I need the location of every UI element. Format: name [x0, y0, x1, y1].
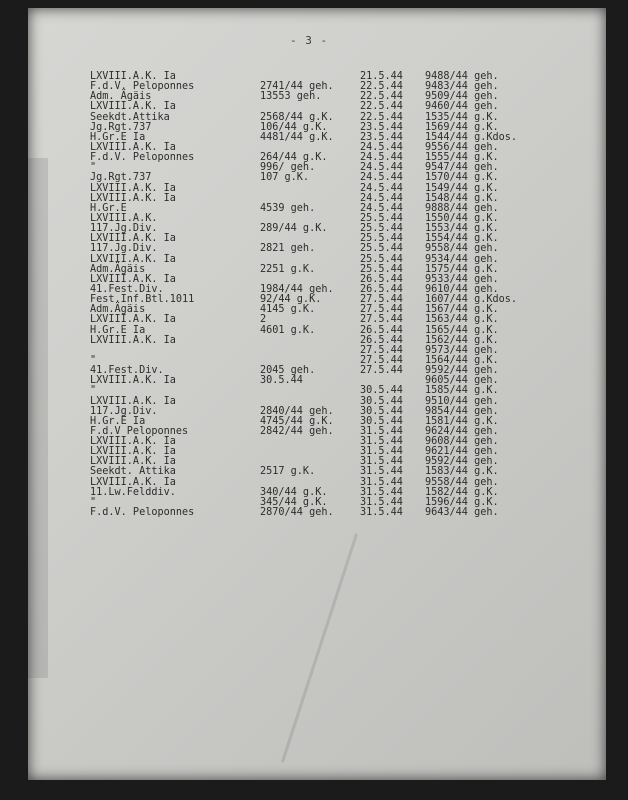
date-cell: 25.5.44 [360, 212, 403, 224]
register-number-cell: 1570/44 g.K. [425, 172, 499, 184]
register-number-cell: 1569/44 g.K. [425, 121, 499, 133]
paper-crease [281, 533, 358, 762]
unit-cell: Adm. Ägäis [90, 91, 152, 103]
register-number-cell: 1548/44 g.K. [425, 192, 499, 204]
register-number-cell: 9547/44 geh. [425, 162, 499, 174]
register-number-cell: 1585/44 g.K. [425, 385, 499, 397]
register-number-cell: 9610/44 geh. [425, 283, 499, 295]
reference-cell: 2517 g.K. [260, 466, 316, 478]
register-number-cell: 9854/44 geh. [425, 405, 499, 417]
unit-cell: Jg.Rgt.737 [90, 172, 152, 184]
table-row [90, 386, 570, 396]
unit-cell: F.d.V. Peloponnes [90, 81, 195, 93]
page-number: - 3 - [290, 34, 329, 47]
register-number-cell: 1575/44 g.K. [425, 263, 499, 275]
register-table [90, 72, 570, 518]
register-number-cell: 1582/44 g.K. [425, 486, 499, 498]
date-cell: 31.5.44 [360, 466, 403, 478]
date-cell: 26.5.44 [360, 283, 403, 295]
unit-cell: LXVIII.A.K. Ia [90, 182, 176, 194]
reference-cell: 4481/44 g.K. [260, 131, 334, 143]
register-number-cell: 9592/44 geh. [425, 456, 499, 468]
reference-cell: 13553 geh. [260, 91, 322, 103]
reference-cell: 2840/44 geh. [260, 405, 334, 417]
unit-cell: 41.Fest.Div. [90, 283, 164, 295]
date-cell: 27.5.44 [360, 294, 403, 306]
reference-cell: 996/ geh. [260, 162, 316, 174]
paper-fold [28, 158, 48, 678]
unit-cell: " [90, 496, 97, 508]
register-number-cell: 9592/44 geh. [425, 365, 499, 377]
register-number-cell: 9624/44 geh. [425, 425, 499, 437]
unit-cell: LXVIII.A.K. Ia [90, 253, 176, 265]
reference-cell: 340/44 g.K. [260, 486, 328, 498]
date-cell: 27.5.44 [360, 344, 403, 356]
unit-cell: LXVIII.A.K. Ia [90, 101, 176, 113]
date-cell: 24.5.44 [360, 172, 403, 184]
unit-cell: LXVIII.A.K. Ia [90, 375, 176, 387]
register-number-cell: 1565/44 g.K. [425, 324, 499, 336]
reference-cell: 2842/44 geh. [260, 425, 334, 437]
reference-cell: 106/44 g.K. [260, 121, 328, 133]
reference-cell: 2568/44 g.K. [260, 111, 334, 123]
date-cell: 31.5.44 [360, 507, 403, 519]
date-cell: 24.5.44 [360, 162, 403, 174]
unit-cell: LXVIII.A.K. Ia [90, 446, 176, 458]
unit-cell: Adm.Ägäis [90, 263, 146, 275]
register-number-cell: 9621/44 geh. [425, 446, 499, 458]
reference-cell: 2 [260, 314, 267, 326]
document-page [28, 8, 606, 780]
date-cell: 30.5.44 [360, 405, 403, 417]
date-cell: 22.5.44 [360, 101, 403, 113]
unit-cell: Adm.Ägäis [90, 304, 146, 316]
date-cell: 31.5.44 [360, 436, 403, 448]
register-number-cell: 9888/44 geh. [425, 202, 499, 214]
unit-cell: 117.Jg.Div. [90, 243, 158, 255]
register-number-cell: 1567/44 g.K. [425, 304, 499, 316]
reference-cell: 2251 g.K. [260, 263, 316, 275]
reference-cell: 2045 geh. [260, 365, 316, 377]
register-number-cell: 9558/44 geh. [425, 476, 499, 488]
reference-cell: 30.5.44 [260, 375, 303, 387]
date-cell: 24.5.44 [360, 152, 403, 164]
unit-cell: 117.Jg.Div. [90, 223, 158, 235]
unit-cell: " [90, 385, 97, 397]
date-cell: 23.5.44 [360, 121, 403, 133]
date-cell: 31.5.44 [360, 425, 403, 437]
register-number-cell: 9509/44 geh. [425, 91, 499, 103]
date-cell: 25.5.44 [360, 253, 403, 265]
date-cell: 31.5.44 [360, 496, 403, 508]
unit-cell: " [90, 162, 97, 174]
unit-cell: LXVIII.A.K. Ia [90, 314, 176, 326]
date-cell: 26.5.44 [360, 334, 403, 346]
table-row [90, 508, 570, 518]
date-cell: 30.5.44 [360, 395, 403, 407]
date-cell: 21.5.44 [360, 71, 403, 82]
date-cell: 25.5.44 [360, 223, 403, 235]
reference-cell: 264/44 g.K. [260, 152, 328, 164]
register-number-cell: 9534/44 geh. [425, 253, 499, 265]
unit-cell: F.d.V. Peloponnes [90, 152, 195, 164]
register-number-cell: 9608/44 geh. [425, 436, 499, 448]
unit-cell: H.Gr.E Ia [90, 131, 146, 143]
date-cell: 27.5.44 [360, 314, 403, 326]
date-cell: 26.5.44 [360, 324, 403, 336]
date-cell: 24.5.44 [360, 182, 403, 194]
register-number-cell: 9510/44 geh. [425, 395, 499, 407]
reference-cell: 4601 g.K. [260, 324, 316, 336]
date-cell: 31.5.44 [360, 486, 403, 498]
register-number-cell: 9556/44 geh. [425, 141, 499, 153]
date-cell: 24.5.44 [360, 192, 403, 204]
register-number-cell: 9488/44 geh. [425, 71, 499, 82]
register-number-cell: 9643/44 geh. [425, 507, 499, 519]
reference-cell: 4539 geh. [260, 202, 316, 214]
reference-cell: 1984/44 geh. [260, 283, 334, 295]
reference-cell: 107 g.K. [260, 172, 310, 184]
unit-cell: H.Gr.E [90, 202, 127, 214]
date-cell: 22.5.44 [360, 81, 403, 93]
reference-cell: 2870/44 geh. [260, 507, 334, 519]
unit-cell: 117.Jg.Div. [90, 405, 158, 417]
unit-cell: Seekdt. Attika [90, 466, 176, 478]
register-number-cell: 9533/44 geh. [425, 273, 499, 285]
date-cell: 26.5.44 [360, 273, 403, 285]
unit-cell: Jg.Rgt.737 [90, 121, 152, 133]
date-cell: 27.5.44 [360, 365, 403, 377]
register-number-cell: 1607/44 g.Kdos. [425, 294, 518, 306]
date-cell: 31.5.44 [360, 476, 403, 488]
unit-cell: Seekdt.Attika [90, 111, 170, 123]
unit-cell: LXVIII.A.K. Ia [90, 273, 176, 285]
reference-cell: 289/44 g.K. [260, 223, 328, 235]
unit-cell: F.d.V Peloponnes [90, 425, 189, 437]
register-number-cell: 9605/44 geh. [425, 375, 499, 387]
date-cell: 25.5.44 [360, 233, 403, 245]
unit-cell: LXVIII.A.K. Ia [90, 476, 176, 488]
register-number-cell: 1562/44 g.K. [425, 334, 499, 346]
reference-cell: 92/44 g.K. [260, 294, 322, 306]
unit-cell: " [90, 354, 97, 366]
register-number-cell: 9558/44 geh. [425, 243, 499, 255]
reference-cell: 4145 g.K. [260, 304, 316, 316]
unit-cell: 41.Fest.Div. [90, 365, 164, 377]
unit-cell: LXVIII.A.K. Ia [90, 233, 176, 245]
unit-cell: H.Gr.E Ia [90, 324, 146, 336]
unit-cell: LXVIII.A.K. [90, 212, 158, 224]
register-number-cell: 1554/44 g.K. [425, 233, 499, 245]
reference-cell: 2741/44 geh. [260, 81, 334, 93]
unit-cell: 11.Lw.Felddiv. [90, 486, 176, 498]
unit-cell: LXVIII.A.K. Ia [90, 395, 176, 407]
unit-cell: LXVIII.A.K. Ia [90, 141, 176, 153]
date-cell: 31.5.44 [360, 456, 403, 468]
unit-cell: Fest.Inf.Btl.1011 [90, 294, 195, 306]
register-number-cell: 1596/44 g.K. [425, 496, 499, 508]
table-row [90, 244, 570, 254]
date-cell: 27.5.44 [360, 304, 403, 316]
date-cell: 22.5.44 [360, 91, 403, 103]
register-number-cell: 1583/44 g.K. [425, 466, 499, 478]
register-number-cell: 9483/44 geh. [425, 81, 499, 93]
unit-cell: F.d.V. Peloponnes [90, 507, 195, 519]
register-number-cell: 9573/44 geh. [425, 344, 499, 356]
unit-cell: H.Gr.E Ia [90, 415, 146, 427]
date-cell: 31.5.44 [360, 446, 403, 458]
date-cell: 24.5.44 [360, 202, 403, 214]
date-cell: 25.5.44 [360, 243, 403, 255]
register-number-cell: 1581/44 g.K. [425, 415, 499, 427]
reference-cell: 2821 geh. [260, 243, 316, 255]
unit-cell: LXVIII.A.K. Ia [90, 456, 176, 468]
reference-cell: 4745/44 g.K. [260, 415, 334, 427]
date-cell: 23.5.44 [360, 131, 403, 143]
date-cell: 30.5.44 [360, 415, 403, 427]
register-number-cell: 1555/44 g.K. [425, 152, 499, 164]
date-cell: 27.5.44 [360, 354, 403, 366]
register-number-cell: 1544/44 g.Kdos. [425, 131, 518, 143]
unit-cell: LXVIII.A.K. Ia [90, 436, 176, 448]
date-cell: 22.5.44 [360, 111, 403, 123]
date-cell: 30.5.44 [360, 385, 403, 397]
unit-cell: LXVIII.A.K. Ia [90, 192, 176, 204]
date-cell: 24.5.44 [360, 141, 403, 153]
register-number-cell: 1563/44 g.K. [425, 314, 499, 326]
register-number-cell: 1535/44 g.K. [425, 111, 499, 123]
table-row [90, 315, 570, 325]
unit-cell: LXVIII.A.K. Ia [90, 334, 176, 346]
register-number-cell: 9460/44 geh. [425, 101, 499, 113]
reference-cell: 345/44 g.K. [260, 496, 328, 508]
unit-cell: LXVIII.A.K. Ia [90, 71, 176, 82]
register-number-cell: 1549/44 g.K. [425, 182, 499, 194]
register-number-cell: 1564/44 g.K. [425, 354, 499, 366]
date-cell: 25.5.44 [360, 263, 403, 275]
register-number-cell: 1550/44 g.K. [425, 212, 499, 224]
register-number-cell: 1553/44 g.K. [425, 223, 499, 235]
